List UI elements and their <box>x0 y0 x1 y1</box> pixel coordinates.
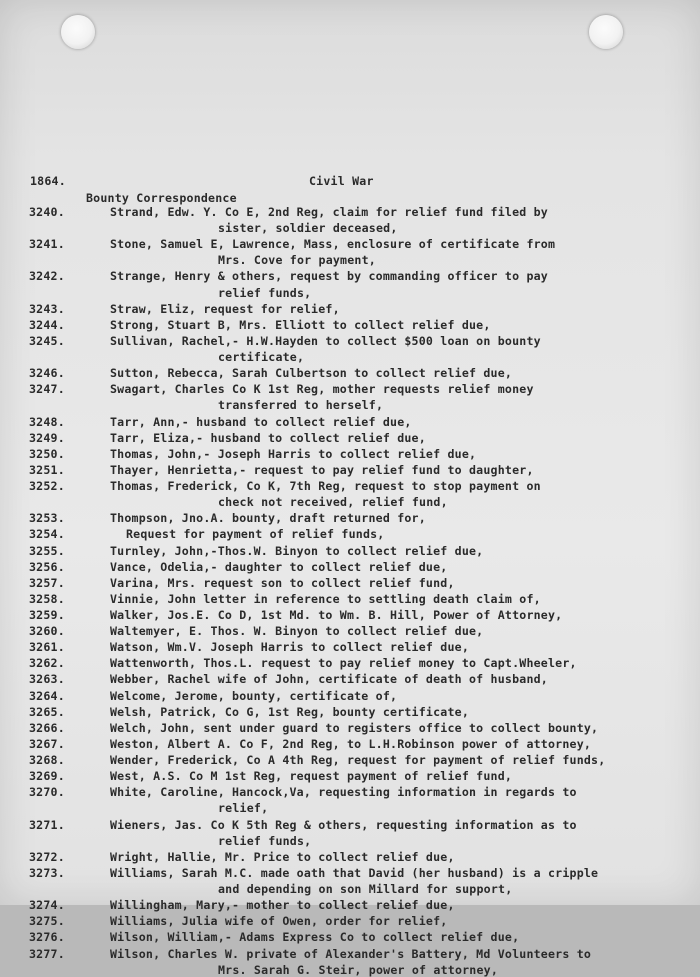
entry-text: Wilson, William,- Adams Express Co to collect relief due, <box>110 930 520 945</box>
entry-text: Webber, Rachel wife of John, certificate of death of husband, <box>110 672 548 687</box>
entry-number: 3276. <box>29 930 65 945</box>
list-item <box>0 382 700 396</box>
entry-text: Straw, Eliz, request for relief, <box>110 301 340 316</box>
entry-number: 3274. <box>29 898 65 913</box>
entry-number: 3247. <box>29 382 65 397</box>
entry-number: 3244. <box>29 317 65 332</box>
entry-number: 3257. <box>29 575 65 590</box>
list-item <box>0 544 700 558</box>
entry-continuation <box>0 398 700 412</box>
entry-number: 3270. <box>29 785 65 800</box>
entry-continuation <box>0 221 700 235</box>
list-item <box>0 479 700 493</box>
entry-number: 3260. <box>29 624 65 639</box>
list-item <box>0 576 700 590</box>
document-year: 1864. <box>30 174 66 188</box>
entry-continuation <box>0 963 700 977</box>
entry-number: 3246. <box>29 366 65 381</box>
entry-number: 3258. <box>29 591 65 606</box>
entry-text: Thompson, Jno.A. bounty, draft returned for, <box>110 511 426 526</box>
list-item <box>0 930 700 944</box>
entry-number: 3249. <box>29 430 65 445</box>
list-item <box>0 334 700 348</box>
binder-hole-left <box>61 15 95 49</box>
entry-text: White, Caroline, Hancock,Va, requesting information in regards to <box>110 785 577 800</box>
entry-number: 3248. <box>29 414 65 429</box>
binder-hole-right <box>589 15 623 49</box>
entry-text: Thomas, Frederick, Co K, 7th Reg, request to stop payment on <box>110 479 541 494</box>
entry-number: 3272. <box>29 849 65 864</box>
entry-number: 3264. <box>29 688 65 703</box>
list-item <box>0 753 700 767</box>
entry-number: 3263. <box>29 672 65 687</box>
entry-text: Welcome, Jerome, bounty, certificate of, <box>110 688 398 703</box>
list-item <box>0 527 700 541</box>
list-item <box>0 431 700 445</box>
entry-text: Walker, Jos.E. Co D, 1st Md. to Wm. B. Hill, Power of Attorney, <box>110 608 563 622</box>
entry-number: 3273. <box>29 865 65 880</box>
list-item <box>0 463 700 477</box>
entry-text: Strand, Edw. Y. Co E, 2nd Reg, claim for relief fund filed by <box>110 205 548 219</box>
list-item <box>0 447 700 461</box>
entry-text: Tarr, Ann,- husband to collect relief due, <box>110 414 412 429</box>
list-item <box>0 769 700 783</box>
entry-continuation <box>0 801 700 815</box>
entry-continuation-text: relief, <box>218 801 269 816</box>
list-item <box>0 366 700 380</box>
entry-text: Sutton, Rebecca, Sarah Culbertson to collect relief due, <box>110 366 513 381</box>
list-item <box>0 269 700 283</box>
list-item <box>0 592 700 606</box>
list-item <box>0 947 700 961</box>
entry-number: 3265. <box>29 704 65 719</box>
entry-text: Welch, John, sent under guard to registers office to collect bounty, <box>110 720 599 735</box>
entry-number: 3245. <box>29 333 65 348</box>
entry-continuation-text: check not received, relief fund, <box>218 495 448 510</box>
entry-number: 3253. <box>29 511 65 526</box>
list-item <box>0 560 700 574</box>
list-item <box>0 511 700 525</box>
entry-number: 3255. <box>29 543 65 558</box>
list-item <box>0 737 700 751</box>
entry-number: 3254. <box>29 527 65 542</box>
list-item <box>0 705 700 719</box>
entry-number: 3252. <box>29 479 65 494</box>
list-item <box>0 898 700 912</box>
entry-text: Wattenworth, Thos.L. request to pay relief money to Capt.Wheeler, <box>110 656 577 671</box>
list-item <box>0 672 700 686</box>
document-subtitle: Bounty Correspondence <box>86 191 237 205</box>
entry-text: Swagart, Charles Co K 1st Reg, mother requests relief money <box>110 382 534 397</box>
entry-number: 3267. <box>29 736 65 751</box>
entry-continuation-text: relief funds, <box>218 285 312 300</box>
entry-text: Strong, Stuart B, Mrs. Elliott to collect relief due, <box>110 317 491 332</box>
entry-continuation <box>0 286 700 300</box>
entry-number: 3277. <box>29 946 65 961</box>
entry-text: West, A.S. Co M 1st Reg, request payment of relief fund, <box>110 769 513 784</box>
list-item <box>0 689 700 703</box>
list-item <box>0 624 700 638</box>
entry-text: Watson, Wm.V. Joseph Harris to collect relief due, <box>110 640 470 655</box>
entry-text: Turnley, John,-Thos.W. Binyon to collect relief due, <box>110 543 484 558</box>
entry-continuation-text: sister, soldier deceased, <box>218 221 398 236</box>
entry-number: 3269. <box>29 769 65 784</box>
entry-number: 3275. <box>29 914 65 929</box>
entry-number: 3266. <box>29 720 65 735</box>
entry-text: Wender, Frederick, Co A 4th Reg, request for payment of relief funds, <box>110 753 606 768</box>
entry-text: Willingham, Mary,- mother to collect relief due, <box>110 898 455 913</box>
entry-text: Thomas, John,- Joseph Harris to collect relief due, <box>110 446 477 461</box>
entry-text: Weston, Albert A. Co F, 2nd Reg, to L.H.Robinson power of attorney, <box>110 736 592 751</box>
list-item <box>0 656 700 670</box>
entry-text: Vance, Odelia,- daughter to collect relief due, <box>110 559 448 574</box>
list-item <box>0 640 700 654</box>
entry-continuation <box>0 350 700 364</box>
entry-text: Waltemyer, E. Thos. W. Binyon to collect relief due, <box>110 624 484 639</box>
entry-text: Williams, Sarah M.C. made oath that David (her husband) is a cripple <box>110 865 599 880</box>
document-heading: Civil War <box>309 174 374 188</box>
list-item <box>0 302 700 316</box>
entry-text: Varina, Mrs. request son to collect relief fund, <box>110 575 455 590</box>
entry-text: Williams, Julia wife of Owen, order for relief, <box>110 914 448 929</box>
entry-number: 3261. <box>29 640 65 655</box>
entry-continuation-text: Mrs. Cove for payment, <box>218 253 376 268</box>
entry-text: Thayer, Henrietta,- request to pay relief fund to daughter, <box>110 462 534 477</box>
list-item <box>0 866 700 880</box>
entry-number: 3262. <box>29 656 65 671</box>
entry-text: Sullivan, Rachel,- H.W.Hayden to collect $500 loan on bounty <box>110 333 541 348</box>
list-item <box>0 318 700 332</box>
list-item <box>0 721 700 735</box>
entry-text: Request for payment of relief funds, <box>126 527 385 542</box>
list-item <box>0 818 700 832</box>
entry-number: 3250. <box>29 446 65 461</box>
list-item <box>0 850 700 864</box>
entry-number: 3240. <box>29 205 65 219</box>
entry-number: 3268. <box>29 753 65 768</box>
list-item <box>0 608 700 622</box>
entry-number: 3271. <box>29 817 65 832</box>
entry-text: Wright, Hallie, Mr. Price to collect relief due, <box>110 849 455 864</box>
entry-text: Wieners, Jas. Co K 5th Reg & others, requesting information as to <box>110 817 577 832</box>
list-item <box>0 914 700 928</box>
entry-text: Strange, Henry & others, request by commanding officer to pay <box>110 269 548 284</box>
entry-text: Vinnie, John letter in reference to settling death claim of, <box>110 591 541 606</box>
entry-text: Welsh, Patrick, Co G, 1st Reg, bounty certificate, <box>110 704 470 719</box>
entry-number: 3241. <box>29 237 65 252</box>
entry-number: 3243. <box>29 301 65 316</box>
entry-number: 3259. <box>29 608 65 622</box>
entry-text: Wilson, Charles W. private of Alexander's Battery, Md Volunteers to <box>110 946 592 961</box>
entry-text: Tarr, Eliza,- husband to collect relief due, <box>110 430 426 445</box>
entry-continuation-text: transferred to herself, <box>218 398 384 413</box>
entry-continuation <box>0 834 700 848</box>
list-item <box>0 785 700 799</box>
list-item <box>0 205 700 219</box>
entry-text: Stone, Samuel E, Lawrence, Mass, enclosure of certificate from <box>110 237 556 252</box>
entry-number: 3251. <box>29 462 65 477</box>
entry-continuation-text: relief funds, <box>218 833 312 848</box>
entry-continuation <box>0 253 700 267</box>
list-item <box>0 237 700 251</box>
list-item <box>0 415 700 429</box>
entry-number: 3242. <box>29 269 65 284</box>
entry-continuation <box>0 495 700 509</box>
entry-continuation-text: Mrs. Sarah G. Steir, power of attorney, <box>218 962 499 977</box>
entry-continuation-text: certificate, <box>218 350 305 365</box>
entry-continuation-text: and depending on son Millard for support, <box>218 882 513 897</box>
entry-number: 3256. <box>29 559 65 574</box>
entry-continuation <box>0 882 700 896</box>
